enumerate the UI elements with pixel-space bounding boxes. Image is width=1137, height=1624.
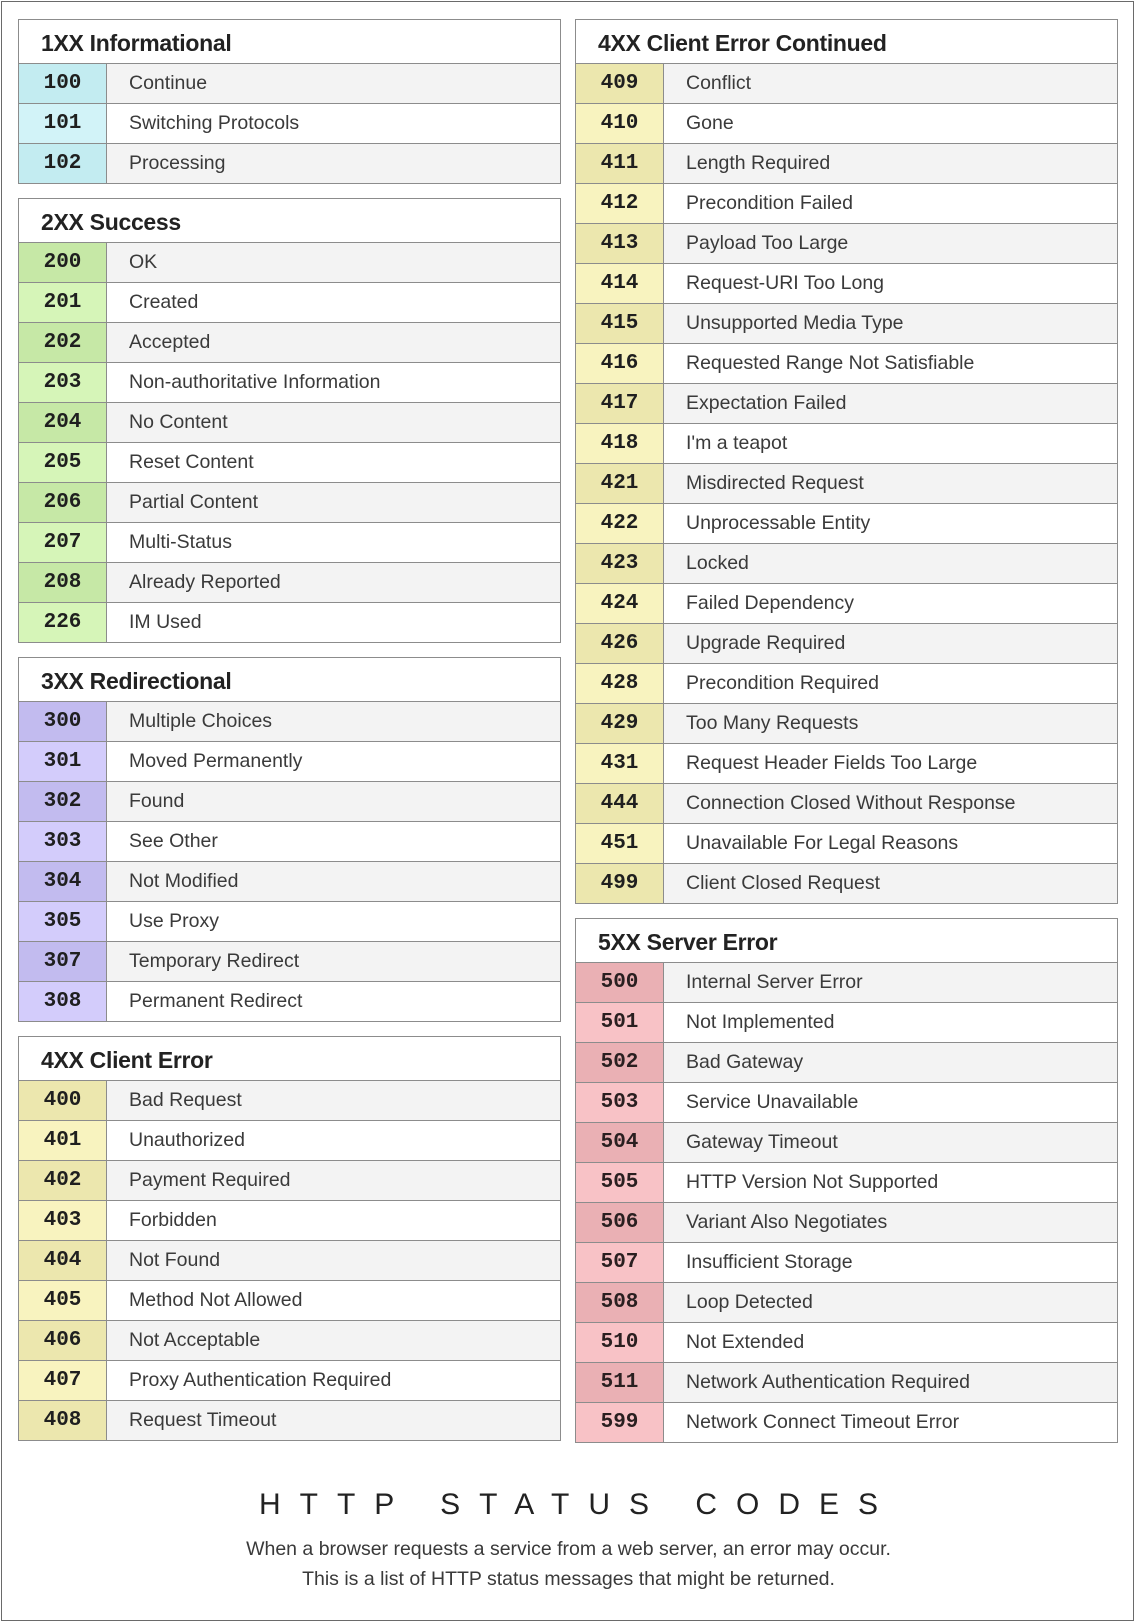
status-code: 403 (19, 1201, 107, 1240)
status-code: 203 (19, 363, 107, 402)
status-row (576, 104, 1117, 144)
status-row (19, 1401, 560, 1440)
status-code: 500 (576, 963, 664, 1002)
status-code: 426 (576, 624, 664, 663)
status-row (19, 1081, 560, 1121)
status-row (19, 64, 560, 104)
status-row (576, 864, 1117, 903)
left-column (18, 19, 561, 1455)
status-code: 510 (576, 1323, 664, 1362)
status-row (19, 1361, 560, 1401)
status-row (576, 184, 1117, 224)
status-row (19, 403, 560, 443)
group-3xx-redirectional (18, 657, 561, 1022)
status-row (576, 64, 1117, 104)
status-message: Network Connect Timeout Error (686, 1411, 960, 1433)
status-message: Continue (107, 64, 560, 103)
status-code: 506 (576, 1203, 664, 1242)
status-message: Precondition Required (686, 672, 879, 694)
status-message: Already Reported (107, 563, 560, 602)
status-message: Temporary Redirect (107, 942, 560, 981)
status-row (576, 584, 1117, 624)
status-message: No Content (107, 403, 560, 442)
status-code: 504 (576, 1123, 664, 1162)
status-row (19, 283, 560, 323)
status-row (576, 1083, 1117, 1123)
status-message: Moved Permanently (129, 750, 303, 772)
status-code: 428 (576, 664, 664, 703)
status-row (576, 464, 1117, 504)
status-message: Found (107, 782, 560, 821)
status-code: 505 (576, 1163, 664, 1202)
status-row (576, 1123, 1117, 1163)
status-message: Loop Detected (664, 1283, 1117, 1322)
status-row (19, 563, 560, 603)
status-message: Method Not Allowed (129, 1289, 303, 1311)
status-row (19, 603, 560, 642)
footer-title: HTTP STATUS CODES (258, 1488, 898, 1521)
status-message: Unavailable For Legal Reasons (686, 832, 959, 854)
status-row (19, 742, 560, 782)
status-message: Permanent Redirect (129, 990, 303, 1012)
status-row (19, 483, 560, 523)
status-code: 407 (19, 1361, 107, 1400)
status-row (19, 1241, 560, 1281)
status-message: Length Required (664, 144, 1117, 183)
status-code: 402 (19, 1161, 107, 1200)
status-code: 101 (19, 104, 107, 143)
status-code: 204 (19, 403, 107, 442)
status-code: 206 (19, 483, 107, 522)
status-message: Bad Request (107, 1081, 560, 1120)
status-message: Payment Required (107, 1161, 560, 1200)
status-code: 201 (19, 283, 107, 322)
footer-description (0, 1534, 1137, 1594)
status-message: OK (107, 243, 560, 282)
status-message: Gone (686, 112, 734, 134)
status-code: 301 (19, 742, 107, 781)
status-code: 200 (19, 243, 107, 282)
status-code: 417 (576, 384, 664, 423)
status-code: 501 (576, 1003, 664, 1042)
status-row (576, 384, 1117, 424)
status-row (576, 1043, 1117, 1083)
status-code: 422 (576, 504, 664, 543)
status-message: Switching Protocols (129, 112, 300, 134)
status-message: Non-authoritative Information (129, 371, 381, 393)
status-code: 100 (19, 64, 107, 103)
status-row (19, 323, 560, 363)
status-row (19, 144, 560, 183)
status-message: Upgrade Required (664, 624, 1117, 663)
status-code: 410 (576, 104, 664, 143)
status-code: 416 (576, 344, 664, 383)
status-message: HTTP Version Not Supported (686, 1171, 939, 1193)
group-2xx-success (18, 198, 561, 643)
status-code: 208 (19, 563, 107, 602)
footer-description-line: When a browser requests a service from a web server, an error may occur. (246, 1538, 891, 1560)
status-row (576, 824, 1117, 864)
status-message: Not Acceptable (107, 1321, 560, 1360)
status-message: Gateway Timeout (664, 1123, 1117, 1162)
status-code: 405 (19, 1281, 107, 1320)
status-code: 413 (576, 224, 664, 263)
status-code: 412 (576, 184, 664, 223)
status-row (19, 443, 560, 483)
status-code: 502 (576, 1043, 664, 1082)
status-message: See Other (129, 830, 218, 852)
status-row (576, 1203, 1117, 1243)
status-row (576, 504, 1117, 544)
status-code: 401 (19, 1121, 107, 1160)
status-code: 429 (576, 704, 664, 743)
status-code: 303 (19, 822, 107, 861)
status-code: 599 (576, 1403, 664, 1442)
status-row (19, 822, 560, 862)
status-message: Precondition Failed (686, 192, 853, 214)
status-row (19, 1281, 560, 1321)
status-code: 424 (576, 584, 664, 623)
status-row (576, 144, 1117, 184)
group-title: 4XX Client Error (19, 1037, 560, 1081)
status-code: 499 (576, 864, 664, 903)
status-message: I'm a teapot (686, 432, 788, 454)
status-row (576, 963, 1117, 1003)
status-row (576, 624, 1117, 664)
status-message: Request Timeout (107, 1401, 560, 1440)
status-row (576, 344, 1117, 384)
status-row (576, 784, 1117, 824)
status-message: Payload Too Large (664, 224, 1117, 263)
status-row (576, 1403, 1117, 1442)
status-row (576, 1163, 1117, 1203)
status-code: 508 (576, 1283, 664, 1322)
status-code: 304 (19, 862, 107, 901)
status-message: Client Closed Request (664, 864, 1117, 903)
status-row (19, 363, 560, 403)
status-row (576, 544, 1117, 584)
status-code: 205 (19, 443, 107, 482)
status-message: Expectation Failed (664, 384, 1117, 423)
status-message: Not Implemented (686, 1011, 835, 1033)
group-title: 4XX Client Error Continued (576, 20, 1117, 64)
status-code: 444 (576, 784, 664, 823)
status-message: Not Modified (107, 862, 560, 901)
status-message: Failed Dependency (686, 592, 855, 614)
status-message: Unauthorized (129, 1129, 245, 1151)
status-message: Variant Also Negotiates (664, 1203, 1117, 1242)
status-message: Service Unavailable (686, 1091, 859, 1113)
status-message: Partial Content (107, 483, 560, 522)
status-row (19, 902, 560, 942)
status-code: 431 (576, 744, 664, 783)
status-row (576, 1243, 1117, 1283)
status-message: IM Used (129, 611, 202, 633)
group-4xx-client-error (18, 1036, 561, 1441)
status-row (576, 1283, 1117, 1323)
status-message: Conflict (664, 64, 1117, 103)
status-code: 511 (576, 1363, 664, 1402)
status-code: 409 (576, 64, 664, 103)
status-message: Network Authentication Required (664, 1363, 1117, 1402)
status-code: 400 (19, 1081, 107, 1120)
status-row (19, 1121, 560, 1161)
group-1xx-informational (18, 19, 561, 184)
status-row (19, 702, 560, 742)
status-message: Not Extended (686, 1331, 805, 1353)
status-row (19, 982, 560, 1021)
status-message: Requested Range Not Satisfiable (686, 352, 975, 374)
status-row (19, 1321, 560, 1361)
footer-description-line: This is a list of HTTP status messages that might be returned. (302, 1568, 835, 1590)
status-row (576, 304, 1117, 344)
status-code: 202 (19, 323, 107, 362)
status-code: 421 (576, 464, 664, 503)
footer (0, 1485, 1137, 1594)
status-row (576, 1323, 1117, 1363)
status-row (19, 243, 560, 283)
group-4xx-client-error-continued (575, 19, 1118, 904)
status-code: 302 (19, 782, 107, 821)
status-code: 418 (576, 424, 664, 463)
status-code: 207 (19, 523, 107, 562)
status-message: Multi-Status (129, 531, 232, 553)
status-code: 226 (19, 603, 107, 642)
group-title: 2XX Success (19, 199, 560, 243)
status-message: Forbidden (129, 1209, 217, 1231)
status-message: Bad Gateway (664, 1043, 1117, 1082)
status-code: 507 (576, 1243, 664, 1282)
group-5xx-server-error (575, 918, 1118, 1443)
status-row (19, 1201, 560, 1241)
status-message: Reset Content (129, 451, 254, 473)
status-message: Insufficient Storage (686, 1251, 853, 1273)
status-row (576, 744, 1117, 784)
status-row (576, 424, 1117, 464)
status-row (19, 782, 560, 822)
status-code: 305 (19, 902, 107, 941)
group-title: 5XX Server Error (576, 919, 1117, 963)
status-row (19, 523, 560, 563)
status-code: 423 (576, 544, 664, 583)
status-message: Unsupported Media Type (664, 304, 1117, 343)
status-code: 503 (576, 1083, 664, 1122)
status-message: Not Found (107, 1241, 560, 1280)
status-row (19, 942, 560, 982)
status-code: 404 (19, 1241, 107, 1280)
status-row (576, 264, 1117, 304)
status-message: Locked (664, 544, 1117, 583)
status-message: Too Many Requests (664, 704, 1117, 743)
status-message: Internal Server Error (664, 963, 1117, 1002)
status-code: 300 (19, 702, 107, 741)
status-message: Accepted (107, 323, 560, 362)
status-code: 411 (576, 144, 664, 183)
status-row (576, 704, 1117, 744)
status-row (19, 862, 560, 902)
status-message: Misdirected Request (664, 464, 1117, 503)
status-code: 414 (576, 264, 664, 303)
status-row (576, 1363, 1117, 1403)
status-message: Use Proxy (129, 910, 219, 932)
status-message: Connection Closed Without Response (664, 784, 1117, 823)
status-row (19, 104, 560, 144)
status-message: Processing (107, 144, 560, 183)
status-code: 415 (576, 304, 664, 343)
status-row (576, 664, 1117, 704)
status-code: 408 (19, 1401, 107, 1440)
status-code: 102 (19, 144, 107, 183)
status-message: Multiple Choices (107, 702, 560, 741)
status-row (576, 224, 1117, 264)
group-title: 1XX Informational (19, 20, 560, 64)
status-code: 308 (19, 982, 107, 1021)
status-message: Request-URI Too Long (686, 272, 885, 294)
right-column (575, 19, 1118, 1457)
group-title: 3XX Redirectional (19, 658, 560, 702)
status-code: 406 (19, 1321, 107, 1360)
status-message: Request Header Fields Too Large (686, 752, 978, 774)
status-code: 451 (576, 824, 664, 863)
status-message: Proxy Authentication Required (129, 1369, 392, 1391)
status-row (576, 1003, 1117, 1043)
status-row (19, 1161, 560, 1201)
status-message: Unprocessable Entity (686, 512, 871, 534)
status-message: Created (129, 291, 199, 313)
status-code: 307 (19, 942, 107, 981)
